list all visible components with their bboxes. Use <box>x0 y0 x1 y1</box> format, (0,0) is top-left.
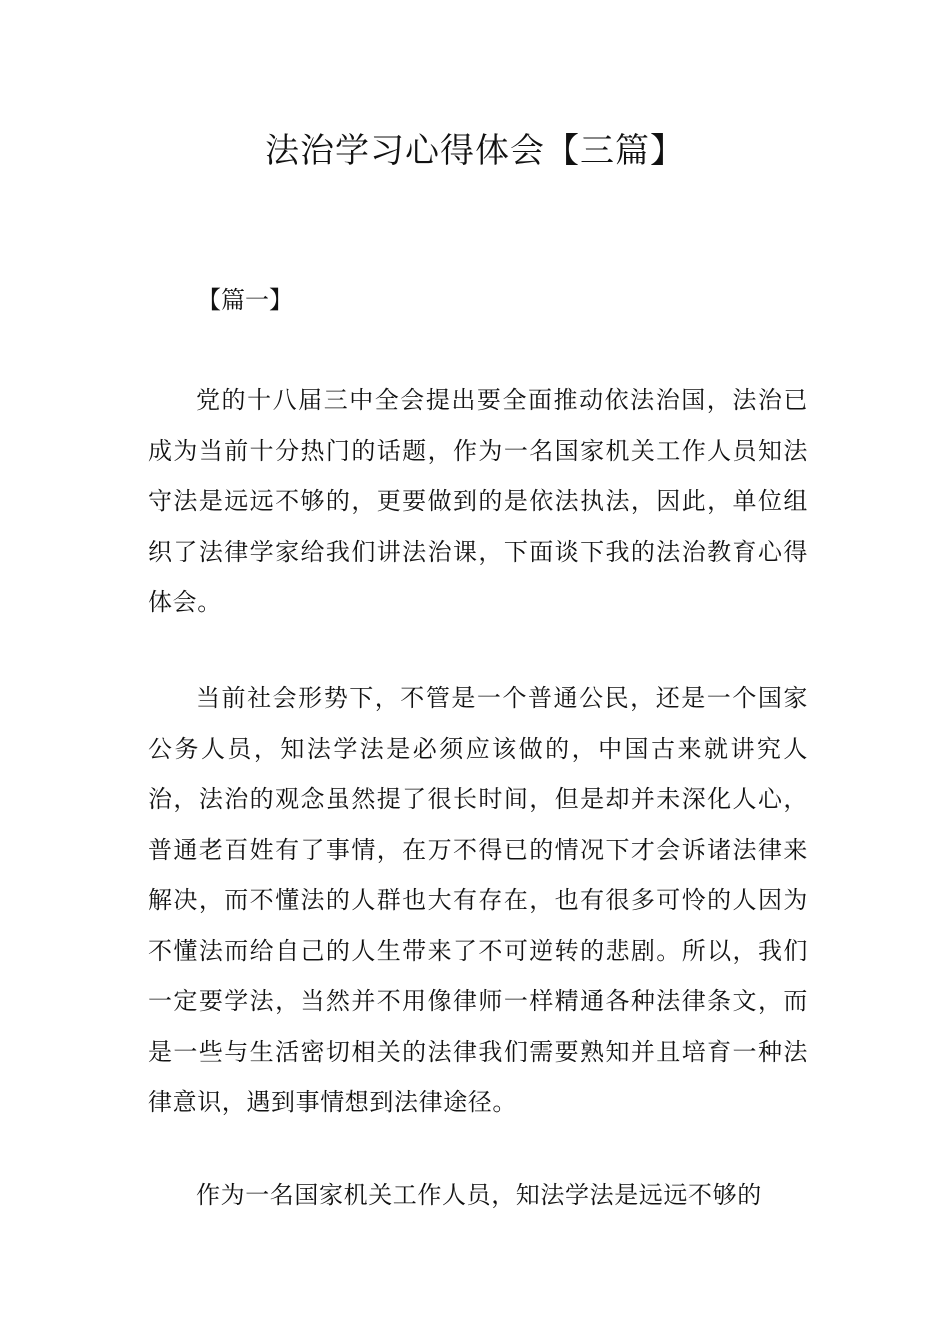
paragraph-2: 当前社会形势下，不管是一个普通公民，还是一个国家公务人员，知法学法是必须应该做的，中国古来就讲究人治，法治的观念虽然提了很长时间，但是却并未深化人心，普通老百姓有了事情，在万不得已的情况下才会诉诸法律来解决，而不懂法的人群也大有存在，也有很多可怜的人因为不懂法而给自己的人生带来了不可逆转的悲剧。所以，我们一定要学法，当然并不用像律师一样精通各种法律条文，而是一些与生活密切相关的法律我们需要熟知并且培育一种法律意识，遇到事情想到法律途径。 <box>148 684 808 1116</box>
paragraph-3: 作为一名国家机关工作人员，知法学法是远远不够的 <box>196 1181 762 1209</box>
paragraph-1: 党的十八届三中全会提出要全面推动依法治国，法治已成为当前十分热门的话题，作为一名国家机关工作人员知法守法是远远不够的，更要做到的是依法执法，因此，单位组织了法律学家给我们讲法治课，下面谈下我的法治教育心得体会。 <box>148 386 808 616</box>
section-heading: 【篇一】 <box>197 286 293 314</box>
document-title: 法治学习心得体会【三篇】 <box>265 131 685 171</box>
